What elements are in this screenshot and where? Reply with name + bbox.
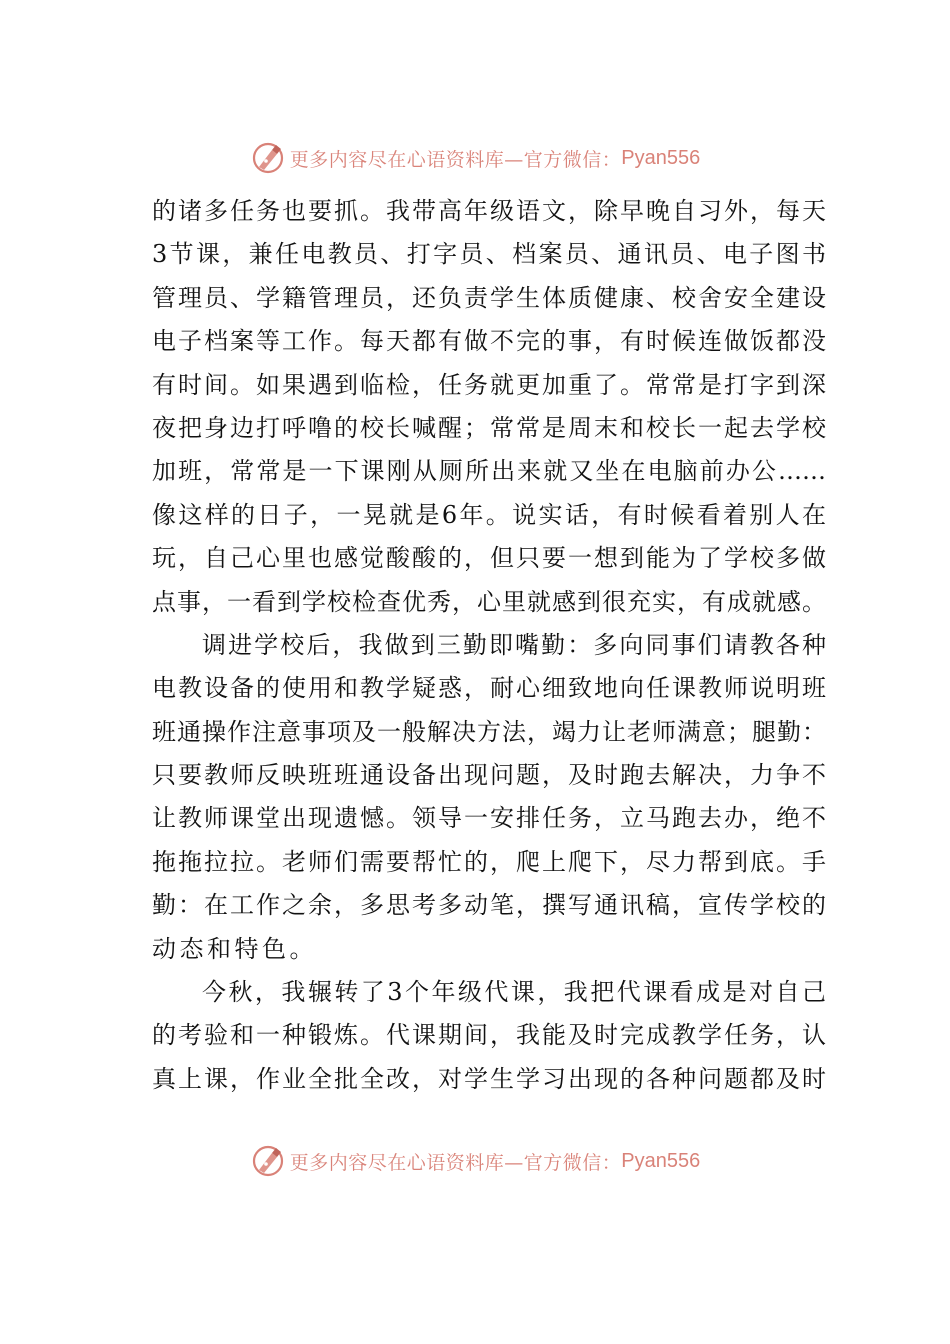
banner-text: 更多内容尽在心语资料库—官方微信： [289, 148, 622, 171]
text-line: 夜把身边打呼噜的校长喊醒；常常是周末和校长一起去学校 [152, 413, 826, 442]
document-body [152, 190, 826, 1101]
text-line: 拖拖拉拉。老师们需要帮忙的，爬上爬下，尽力帮到底。手 [152, 847, 826, 876]
text-line: 的诸多任务也要抓。我带高年级语文，除早晚自习外，每天 [152, 197, 826, 225]
text-line: 的考验和一种锻炼。代课期间，我能及时完成教学任务，认 [152, 1021, 826, 1050]
text-line: 真上课，作业全批全改，对学生学习出现的各种问题都及时 [152, 1064, 826, 1093]
text-line: 加班，常常是一下课刚从厕所出来就又坐在电脑前办公…… [152, 457, 826, 486]
text-line: 只要教师反映班班通设备出现问题，及时跑去解决，力争不 [152, 761, 826, 790]
pen-nib-logo-icon [250, 1143, 286, 1179]
text-line: 有时间。如果遇到临检，任务就更加重了。常常是打字到深 [152, 370, 826, 399]
text-line: 3节课，兼任电教员、打字员、档案员、通讯员、电子图书 [152, 240, 826, 269]
footer-banner [0, 1139, 950, 1183]
text-line: 电教设备的使用和教学疑惑，耐心细致地向任课教师说明班 [152, 674, 826, 703]
text-line: 玩，自己心里也感觉酸酸的，但只要一想到能为了学校多做 [152, 544, 826, 573]
text-line: 让教师课堂出现遗憾。领导一安排任务，立马跑去办，绝不 [152, 804, 826, 833]
text-line: 电子档案等工作。每天都有做不完的事，有时候连做饭都没 [152, 327, 826, 356]
text-line: 管理员、学籍管理员，还负责学生体质健康、校舍安全建设 [152, 283, 826, 312]
wechat-id: Pyan556 [621, 1149, 701, 1172]
text-line: 班通操作注意事项及一般解决方法，竭力让老师满意；腿勤： [152, 717, 826, 746]
pen-nib-logo-icon [250, 140, 286, 176]
header-banner [0, 136, 950, 180]
paragraph-start-line: 调进学校后，我做到三勤即嘴勤：多向同事们请教各种 [202, 630, 826, 659]
text-line: 点事，一看到学校检查优秀，心里就感到很充实，有成就感。 [152, 587, 826, 616]
text-line: 勤：在工作之余，多思考多动笔，撰写通讯稿，宣传学校的 [152, 891, 826, 920]
text-line: 像这样的日子，一晃就是6年。说实话，有时候看着别人在 [152, 500, 826, 529]
banner-text: 更多内容尽在心语资料库—官方微信： [289, 1151, 622, 1174]
wechat-id: Pyan556 [621, 146, 701, 169]
paragraph-start-line: 今秋，我辗转了3个年级代课，我把代课看成是对自己 [202, 978, 826, 1007]
paragraph-end-line: 动态和特色。 [152, 934, 317, 963]
